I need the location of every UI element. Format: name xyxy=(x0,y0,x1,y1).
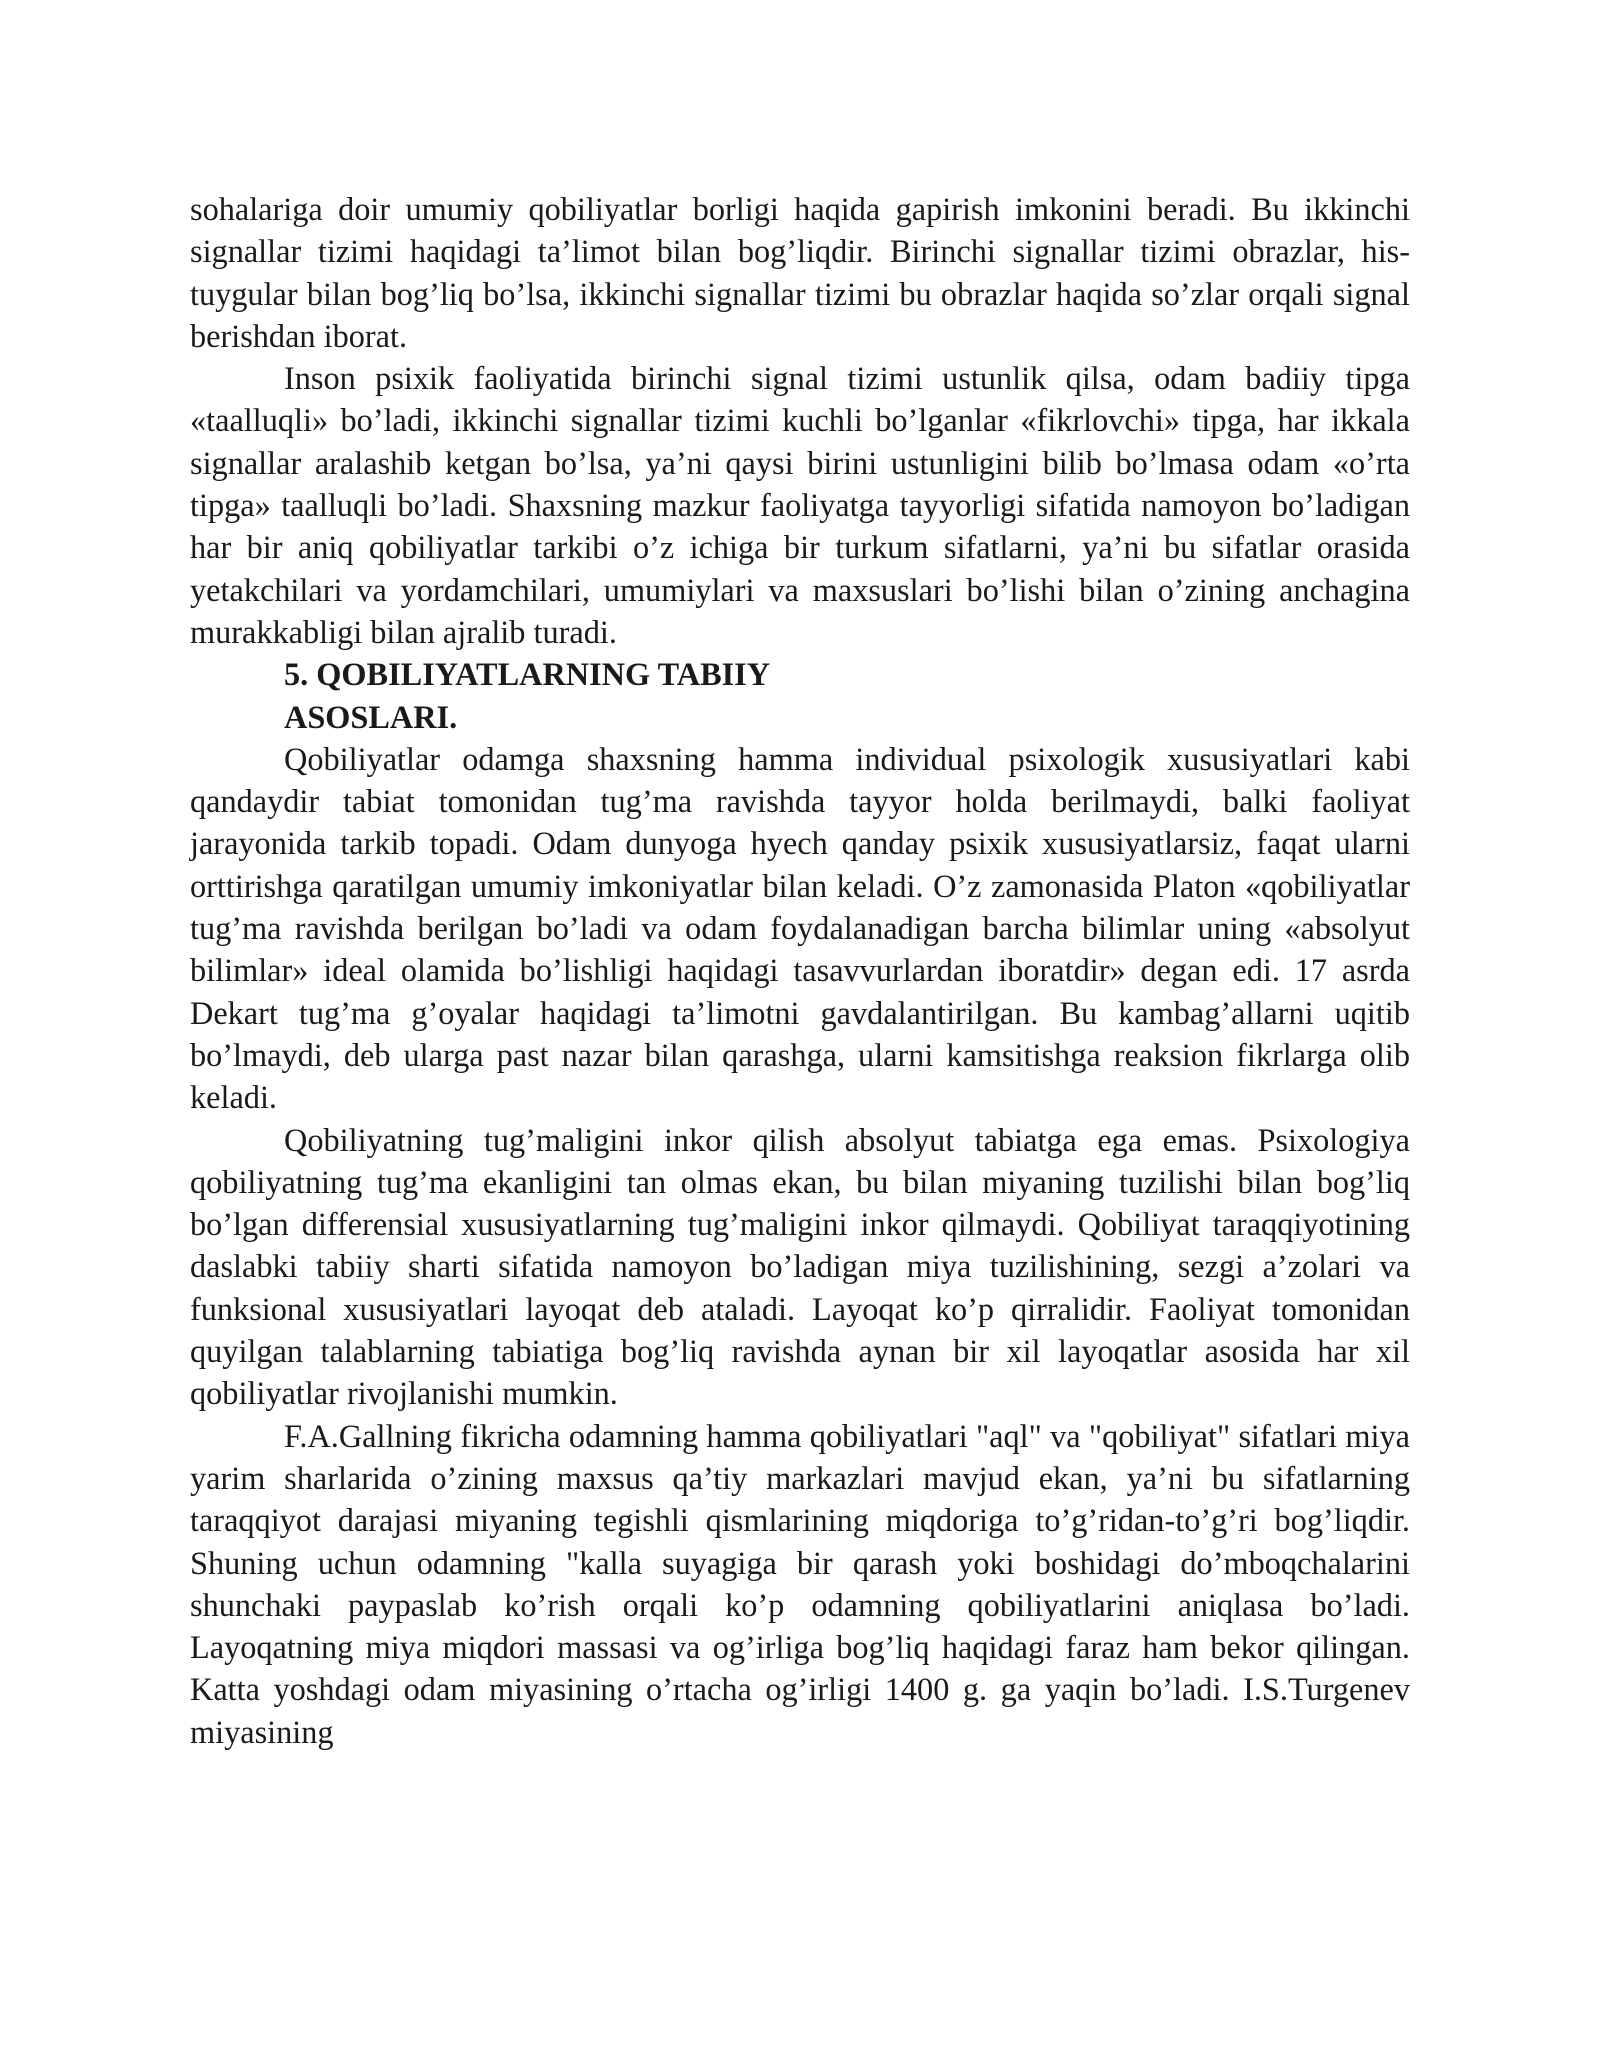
paragraph-2: Inson psixik faoliyatida birinchi signal tizimi ustunlik qilsa, odam badiiy tipga «taalluqli» bo’ladi, ikkinchi signallar tizimi kuchli bo’lganlar «fikrlovchi» tipga, har ikkala signallar aralashib ketgan bo’lsa, ya’ni qaysi birini ustunligini bilib bo’lmasa odam «o’rta tipga» taalluqli bo’ladi. Shaxsning mazkur faoliyatga tayyorligi sifatida namoyon bo’ladigan har bir aniq qobiliyatlar tarkibi o’z ichiga bir turkum sifatlarni, ya’ni bu sifatlar orasida yetakchilari va yordamchilari, umumiylari va maxsuslari bo’lishi bilan o’zining anchagina murakkabligi bilan ajralib turadi. xyxy=(190,360,1410,650)
section-heading-line-1: 5. QOBILIYATLARNING TABIIY xyxy=(284,656,771,693)
section-heading xyxy=(190,653,1410,738)
paragraph-1: sohalariga doir umumiy qobiliyatlar borligi haqida gapirish imkonini beradi. Bu ikkinchi signallar tizimi haqidagi ta’limot bilan bog’liqdir. Birinchi signallar tizimi obrazlar, his-tuygular bilan bog’liq bo’lsa, ikkinchi signallar tizimi bu obrazlar haqida so’zlar orqali signal berishdan iborat. xyxy=(190,191,1410,354)
paragraph-5: F.A.Gallning fikricha odamning hamma qobiliyatlari "aql" va "qobiliyat" sifatlari miya yarim sharlarida o’zining maxsus qa’tiy markazlari mavjud ekan, ya’ni bu sifatlarning taraqqiyot darajasi miyaning tegishli qismlarining miqdoriga to’g’ridan-to’g’ri bog’liqdir. Shuning uchun odamning "kalla suyagiga bir qarash yoki boshidagi do’mboqchalarini shunchaki paypaslab ko’rish orqali ko’p odamning qobiliyatlarini aniqlasa bo’ladi. Layoqatning miya miqdori massasi va og’irliga bog’liq haqidagi faraz ham bekor qilingan. Katta yoshdagi odam miyasining o’rtacha og’irligi 1400 g. ga yaqin bo’ladi. I.S.Turgenev miyasining xyxy=(190,1417,1410,1750)
section-heading-line-2: ASOSLARI. xyxy=(284,698,458,735)
document-page xyxy=(190,188,1410,1753)
paragraph-3: Qobiliyatlar odamga shaxsning hamma individual psixologik xususiyatlari kabi qandaydir tabiat tomonidan tug’ma ravishda tayyor holda berilmaydi, balki faoliyat jarayonida tarkib topadi. Odam dunyoga hyech qanday psixik xususiyatlarsiz, faqat ularni orttirishga qaratilgan umumiy imkoniyatlar bilan keladi. O’z zamonasida Platon «qobiliyatlar tug’ma ravishda berilgan bo’ladi va odam foydalanadigan barcha bilimlar uning «absolyut bilimlar» ideal olamida bo’lishligi haqidagi tasavvurlardan iboratdir» degan edi. 17 asrda Dekart tug’ma g’oyalar haqidagi ta’limotni gavdalantirilgan. Bu kambag’allarni uqitib bo’lmaydi, deb ularga past nazar bilan qarashga, ularni kamsitishga reaksion fikrlarga olib keladi. xyxy=(190,740,1410,1116)
paragraph-4: Qobiliyatning tug’maligini inkor qilish absolyut tabiatga ega emas. Psixologiya qobiliyatning tug’ma ekanligini tan olmas ekan, bu bilan miyaning tuzilishi bilan bog’liq bo’lgan differensial xususiyatlarning tug’maligini inkor qilmaydi. Qobiliyat taraqqiyotining daslabki tabiiy sharti sifatida namoyon bo’ladigan miya tuzilishining, sezgi a’zolari va funksional xususiyatlari layoqat deb ataladi. Layoqat ko’p qirralidir. Faoliyat tomonidan quyilgan talablarning tabiatiga bog’liq ravishda aynan bir xil layoqatlar asosida har xil qobiliyatlar rivojlanishi mumkin. xyxy=(190,1121,1410,1412)
